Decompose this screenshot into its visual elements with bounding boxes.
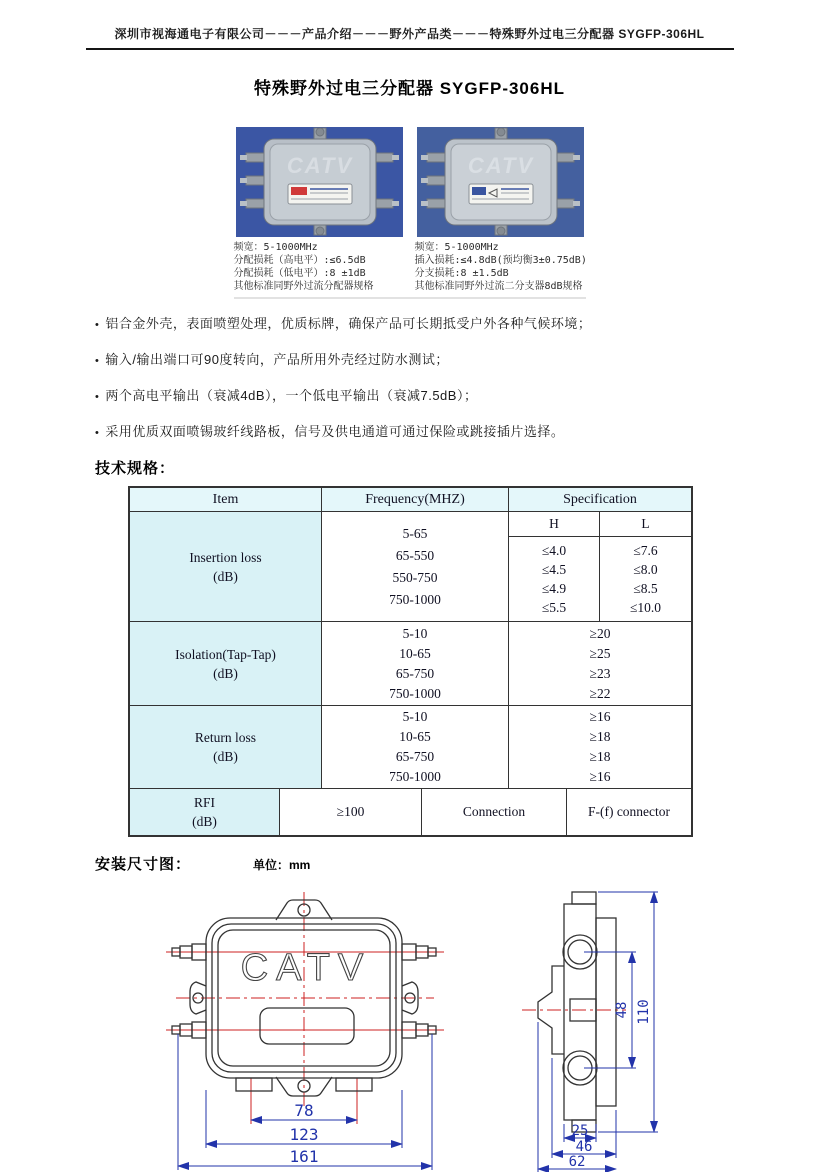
spec-value: ≥22 bbox=[589, 685, 611, 701]
front-view-drawing bbox=[148, 880, 468, 1172]
frequency-value: 5-10 bbox=[402, 625, 428, 641]
dim-total-width: 161 bbox=[289, 1147, 319, 1166]
spec-section-heading: 技术规格： bbox=[95, 460, 176, 477]
insertion-loss-row bbox=[130, 512, 691, 622]
spec-table bbox=[128, 486, 693, 837]
splitter-photo bbox=[417, 127, 584, 237]
spec-table-header-row bbox=[130, 488, 691, 512]
product-photo-left bbox=[234, 127, 405, 293]
feature-item bbox=[95, 313, 819, 332]
frequency-value: 5-65 bbox=[402, 525, 428, 541]
spec-value: ≤8.0 bbox=[633, 561, 658, 577]
frequency-cell bbox=[322, 622, 509, 705]
frequency-value: 750-1000 bbox=[389, 685, 441, 701]
feature-text: 两个高电平输出（衰减4dB），一个低电平输出（衰减7.5dB）； bbox=[105, 388, 478, 403]
item-cell bbox=[130, 622, 322, 705]
document-header bbox=[0, 0, 819, 50]
frequency-value: 750-1000 bbox=[389, 591, 441, 607]
spec-value: ≤7.6 bbox=[633, 542, 658, 558]
dim-depth-3: 62 bbox=[568, 1154, 586, 1170]
feature-text: 铝合金外壳，表面喷塑处理，优质标牌，确保产品可长期抵受户外各种气候环境； bbox=[105, 316, 592, 331]
catv-embossed-label: CATV bbox=[286, 153, 353, 178]
rfi-row bbox=[130, 789, 691, 835]
frequency-cell bbox=[322, 706, 509, 788]
bullet-icon: • bbox=[95, 355, 100, 367]
spec-value: ≤4.0 bbox=[541, 542, 567, 558]
caption-line: 插入损耗:≤4.8dB(预均衡3±0.75dB) bbox=[414, 255, 587, 266]
item-cell bbox=[130, 512, 322, 621]
bullet-icon: • bbox=[95, 319, 100, 331]
spec-value: ≥16 bbox=[589, 709, 611, 724]
item-name: Isolation(Tap-Tap) bbox=[175, 646, 276, 662]
feature-list bbox=[95, 313, 819, 440]
specification-cell bbox=[509, 706, 691, 788]
col-header-specification: Specification bbox=[509, 488, 691, 511]
subcol-header-h: H bbox=[509, 512, 600, 536]
item-name: Insertion loss bbox=[189, 549, 262, 565]
header-rule bbox=[86, 48, 734, 50]
spec-value: ≥16 bbox=[589, 769, 611, 784]
item-cell bbox=[130, 706, 322, 788]
feature-text: 输入/输出端口可90度转向，产品所用外壳经过防水测试； bbox=[105, 352, 449, 367]
page-title: 特殊野外过电三分配器 SYGFP-306HL bbox=[253, 79, 566, 98]
frequency-value: 10-65 bbox=[399, 645, 431, 661]
photo-caption-right bbox=[415, 241, 586, 293]
feature-item bbox=[95, 385, 819, 404]
rfi-value-cell: ≥100 bbox=[280, 789, 422, 835]
dimension-section-header bbox=[0, 853, 819, 874]
item-name: Return loss bbox=[194, 730, 257, 745]
item-unit: (dB) bbox=[192, 814, 217, 829]
spec-value: ≥25 bbox=[589, 645, 611, 661]
frequency-value: 10-65 bbox=[399, 729, 431, 744]
side-view-drawing bbox=[514, 880, 674, 1172]
dim-depth-1: 25 bbox=[571, 1123, 589, 1139]
spec-value: ≥23 bbox=[589, 665, 611, 681]
spec-value: ≤4.9 bbox=[541, 580, 567, 596]
connection-value-cell: F-(f) connector bbox=[587, 804, 671, 819]
item-unit: (dB) bbox=[213, 568, 238, 584]
feature-item bbox=[95, 349, 819, 368]
item-name: RFI bbox=[193, 795, 215, 810]
col-header-frequency: Frequency(MHZ) bbox=[322, 488, 509, 511]
caption-line: 频宽：5-1000MHz bbox=[233, 242, 318, 253]
h-values-column bbox=[509, 537, 600, 621]
spec-value: ≤10.0 bbox=[629, 599, 662, 615]
frequency-value: 65-750 bbox=[395, 749, 435, 764]
item-unit: (dB) bbox=[213, 665, 238, 681]
catv-embossed-label: CATV bbox=[467, 153, 534, 178]
frequency-value: 5-10 bbox=[402, 709, 428, 724]
spec-value: ≤5.5 bbox=[541, 599, 567, 615]
product-photo-right bbox=[415, 127, 586, 293]
dimension-section-heading: 安装尺寸图： bbox=[95, 856, 192, 873]
catv-drawing-label: CATV bbox=[240, 947, 372, 989]
spec-value: ≤4.5 bbox=[541, 561, 567, 577]
product-photos bbox=[234, 127, 586, 299]
spec-value: ≥20 bbox=[589, 625, 611, 641]
spec-value: ≥18 bbox=[589, 749, 611, 764]
caption-line: 分支损耗:8 ±1.5dB bbox=[414, 268, 509, 279]
l-values-column bbox=[600, 537, 691, 621]
unit-label: 单位：mm bbox=[253, 858, 311, 872]
frequency-value: 65-550 bbox=[395, 547, 435, 563]
frequency-value: 750-1000 bbox=[389, 769, 441, 784]
caption-line: 其他标准同野外过流二分支器8dB规格 bbox=[414, 281, 583, 292]
caption-line: 频宽：5-1000MHz bbox=[414, 242, 499, 253]
item-unit: (dB) bbox=[213, 749, 238, 764]
dimension-drawings bbox=[0, 880, 819, 1172]
specification-cell bbox=[509, 512, 691, 621]
connection-label-cell: Connection bbox=[422, 789, 567, 835]
feature-text: 采用优质双面喷锡玻纤线路板，信号及供电通道可通过保险或跳接插片选择。 bbox=[105, 424, 565, 439]
dim-feet-spacing: 78 bbox=[294, 1101, 314, 1120]
dim-port-spacing: 48 bbox=[614, 1001, 630, 1019]
dim-overall-height: 110 bbox=[636, 999, 652, 1025]
header-breadcrumb: 深圳市视海通电子有限公司－－－产品介绍－－－野外产品类－－－特殊野外过电三分配器 SYGFP-306HL bbox=[114, 27, 705, 41]
caption-line: 分配损耗（高电平）:≤6.5dB bbox=[233, 255, 366, 266]
bullet-icon: • bbox=[95, 391, 100, 403]
frequency-value: 550-750 bbox=[392, 569, 438, 585]
bullet-icon: • bbox=[95, 427, 100, 439]
caption-line: 分配损耗（低电平）:8 ±1dB bbox=[233, 268, 366, 279]
frequency-cell bbox=[322, 512, 509, 621]
splitter-photo bbox=[236, 127, 403, 237]
dim-depth-2: 46 bbox=[575, 1139, 593, 1155]
dim-body-width: 123 bbox=[289, 1125, 319, 1144]
caption-line: 其他标准同野外过流分配器规格 bbox=[233, 281, 374, 292]
spec-value: ≥18 bbox=[589, 729, 611, 744]
frequency-value: 65-750 bbox=[395, 665, 435, 681]
isolation-row bbox=[130, 622, 691, 706]
feature-item bbox=[95, 421, 819, 440]
return-loss-row bbox=[130, 706, 691, 789]
photo-caption-left bbox=[234, 241, 405, 293]
hl-values bbox=[509, 537, 691, 621]
spec-value: ≤8.5 bbox=[633, 580, 658, 596]
hl-subheader bbox=[509, 512, 691, 537]
col-header-item: Item bbox=[130, 488, 322, 511]
specification-cell bbox=[509, 622, 691, 705]
subcol-header-l: L bbox=[641, 516, 650, 531]
item-cell bbox=[130, 789, 280, 835]
